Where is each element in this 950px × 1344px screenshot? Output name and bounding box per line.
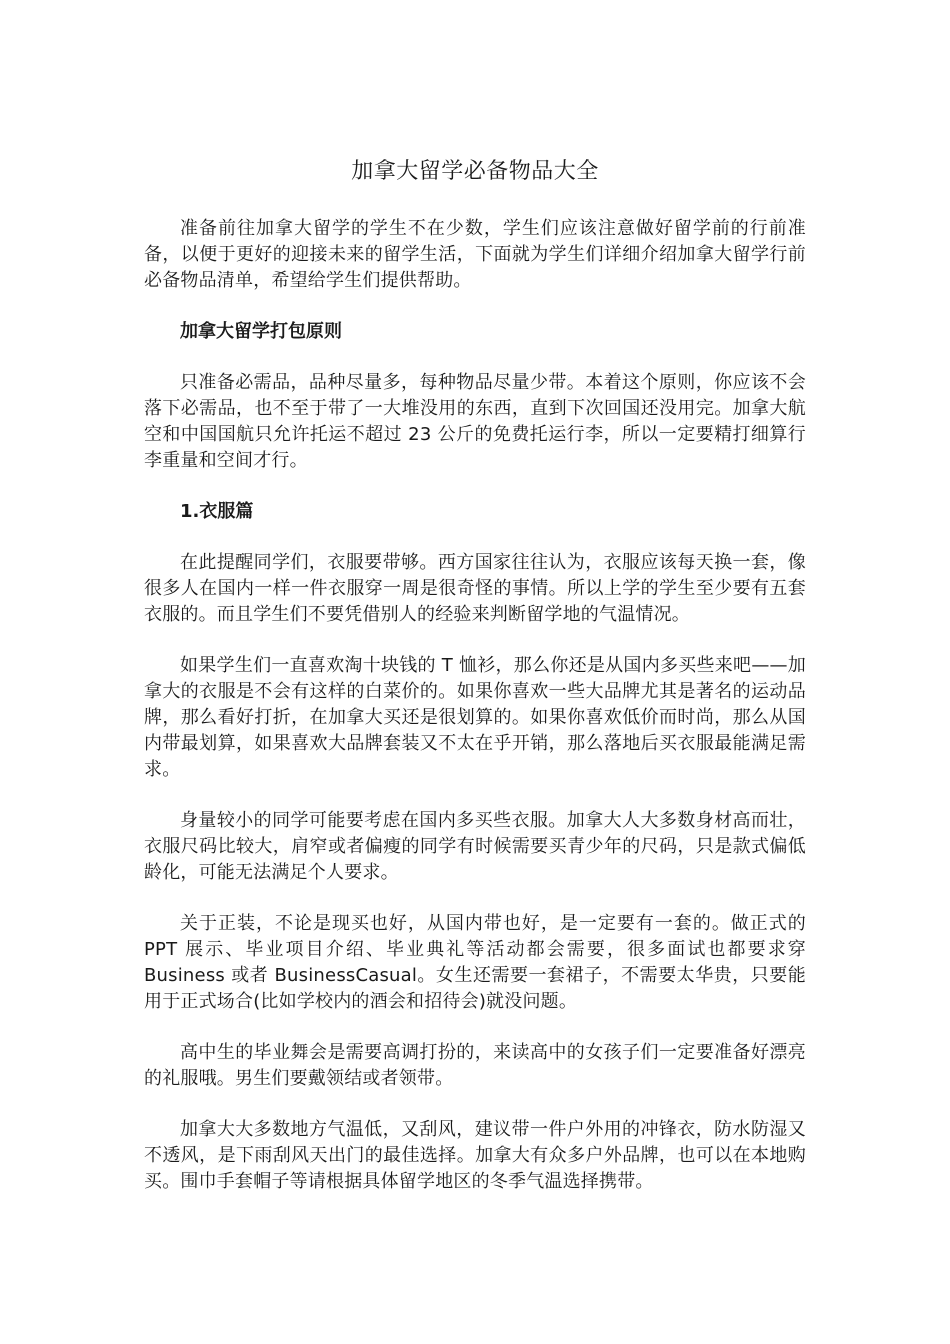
clothes-paragraph-1: 在此提醒同学们，衣服要带够。西方国家往往认为，衣服应该每天换一套，像很多人在国内一样一件衣服穿一周是很奇怪的事情。所以上学的学生至少要有五套衣服的。而且学生们不要凭借别人的经验来判断留学地的气温情况。	[144, 552, 806, 625]
clothes-paragraph-6: 加拿大大多数地方气温低，又刮风，建议带一件户外用的冲锋衣，防水防湿又不透风，是下雨刮风天出门的最佳选择。加拿大有众多户外品牌，也可以在本地购买。围巾手套帽子等请根据具体留学地区的冬季气温选择携带。	[144, 1119, 806, 1192]
document-body	[144, 150, 806, 1220]
clothes-paragraph-3: 身量较小的同学可能要考虑在国内多买些衣服。加拿大人大多数身材高而壮，衣服尺码比较大，肩窄或者偏瘦的同学有时候需要买青少年的尺码，只是款式偏低龄化，可能无法满足个人要求。	[144, 810, 806, 883]
clothes-paragraph-4: 关于正装，不论是现买也好，从国内带也好，是一定要有一套的。做正式的 PPT 展示、毕业项目介绍、毕业典礼等活动都会需要，很多面试也都要求穿 Business 或者 BusinessCasual。女生还需要一套裙子，不需要太华贵，只要能用于正式场合(比如学校内的酒会和招待会)就没问题。	[144, 913, 806, 1012]
packing-principle-heading: 加拿大留学打包原则	[180, 321, 342, 342]
clothes-paragraph-2: 如果学生们一直喜欢淘十块钱的 T 恤衫，那么你还是从国内多买些来吧——加拿大的衣服是不会有这样的白菜价的。如果你喜欢一些大品牌尤其是著名的运动品牌，那么看好打折，在加拿大买还是很划算的。如果你喜欢低价而时尚，那么从国内带最划算，如果喜欢大品牌套装又不太在乎开销，那么落地后买衣服最能满足需求。	[144, 655, 806, 780]
page-title: 加拿大留学必备物品大全	[351, 159, 599, 184]
clothes-paragraph-5: 高中生的毕业舞会是需要高调打扮的，来读高中的女孩子们一定要准备好漂亮的礼服哦。男生们要戴领结或者领带。	[144, 1042, 806, 1089]
clothes-section-heading: 1.衣服篇	[180, 501, 254, 522]
packing-principle-paragraph: 只准备必需品，品种尽量多，每种物品尽量少带。本着这个原则，你应该不会落下必需品，也不至于带了一大堆没用的东西，直到下次回国还没用完。加拿大航空和中国国航只允许托运不超过 23 公斤的免费托运行李，所以一定要精打细算行李重量和空间才行。	[144, 372, 806, 471]
intro-paragraph: 准备前往加拿大留学的学生不在少数，学生们应该注意做好留学前的行前准备，以便于更好的迎接未来的留学生活，下面就为学生们详细介绍加拿大留学行前必备物品清单，希望给学生们提供帮助。	[144, 218, 806, 291]
